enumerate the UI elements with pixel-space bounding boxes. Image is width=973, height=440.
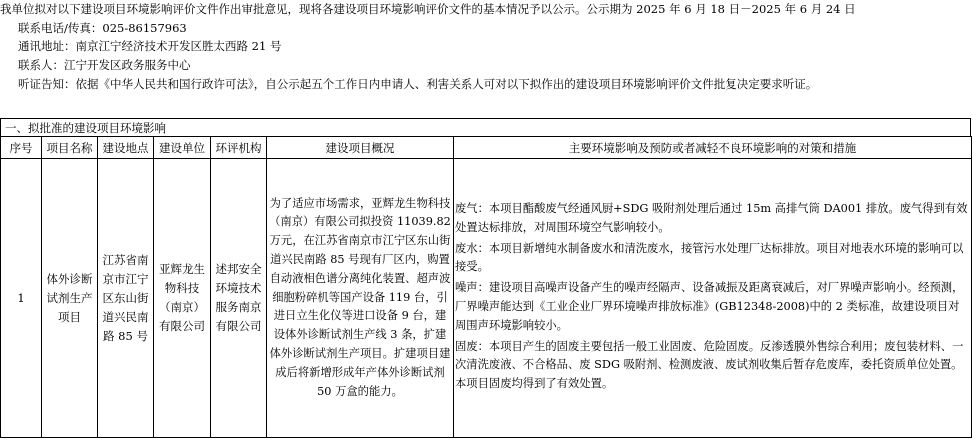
row-agency: 述邦安全环境技术服务南京有限公司	[211, 159, 267, 438]
table-row	[1, 159, 972, 438]
header-location: 建设地点	[98, 137, 154, 159]
header-summary: 建设项目概况	[267, 137, 454, 159]
header-index: 序号	[1, 137, 42, 159]
header-project-name: 项目名称	[42, 137, 98, 159]
measure-solid-waste: 固废：本项目产生的固废主要包括一般工业固废、危险固废。反渗透膜外售综合利用；废包装材料、一次清洗废液、不合格品、废 SDG 吸附剂、检测废液、废试剂收集后暂存危废库，委托资质单位处置。本项目固废均得到了有效处置。	[455, 339, 964, 391]
intro-address: 通讯地址：南京江宁经济技术开发区胜太西路 21 号	[18, 39, 282, 54]
section-title: 一、拟批准的建设项目环境影响	[0, 118, 971, 136]
row-summary: 为了适应市场需求，亚辉龙生物科技（南京）有限公司拟投资 11039.82 万元，在江苏省南京市江宁区东山街道兴民南路 85 号现有厂区内，购置自动液相色谱分离纯化装置、超声波细胞粉碎机等国产设备 119 台，引进日立生化仪等进口设备 9 台，建设体外诊断试剂生产线 3 条，扩建体外诊断试剂生产项目。扩建项目建成后将新增形成年产体外诊断试剂 50 万盒的能力。	[267, 159, 454, 438]
measure-exhaust-gas: 废气：本项目酯酸废气经通风厨+SDG 吸附剂处理后通过 15m 高排气筒 DA001 排放。废气得到有效处置达标排放，对周围环境空气影响较小。	[455, 202, 968, 234]
row-index: 1	[1, 159, 42, 438]
row-measures	[454, 159, 972, 438]
measure-wastewater: 废水：本项目新增纯水制备废水和清洗废水，接管污水处理厂达标排放。项目对地表水环境的影响可以接受。	[455, 241, 964, 274]
intro-phone: 联系电话/传真：025-86157963	[18, 20, 187, 35]
intro-contact: 联系人：江宁开发区政务服务中心	[18, 58, 191, 73]
row-project-name: 体外诊断试剂生产项目	[42, 159, 98, 438]
row-unit: 亚辉龙生物科技（南京）有限公司	[154, 159, 211, 438]
project-table	[0, 136, 972, 438]
intro-block	[0, 0, 973, 93]
header-agency: 环评机构	[211, 137, 267, 159]
header-unit: 建设单位	[154, 137, 211, 159]
intro-announcement: 我单位拟对以下建设项目环境影响评价文件作出审批意见，现将各建设项目环境影响评价文件的基本情况予以公示。公示期为 2025 年 6 月 18 日－2025 年 6 月 24 日	[0, 2, 856, 16]
intro-hearing-notice: 听证告知：依据《中华人民共和国行政许可法》，自公示起五个工作日内申请人、利害关系人可对以下拟作出的建设项目环境影响评价文件批复决定要求听证。	[18, 76, 818, 91]
header-measures: 主要环境影响及预防或者减轻不良环境影响的对策和措施	[454, 137, 972, 159]
table-header-row	[1, 137, 972, 159]
row-location: 江苏省南京市江宁区东山街道兴民南路 85 号	[98, 159, 154, 438]
measure-noise: 噪声：建设项目高噪声设备产生的噪声经隔声、设备减振及距离衰减后，对厂界噪声影响小。经预测，厂界噪声能达到《工业企业厂界环境噪声排放标准》(GB12348-2008)中的 2 类标准，故建设项目对周围声环境影响较小。	[455, 281, 964, 332]
